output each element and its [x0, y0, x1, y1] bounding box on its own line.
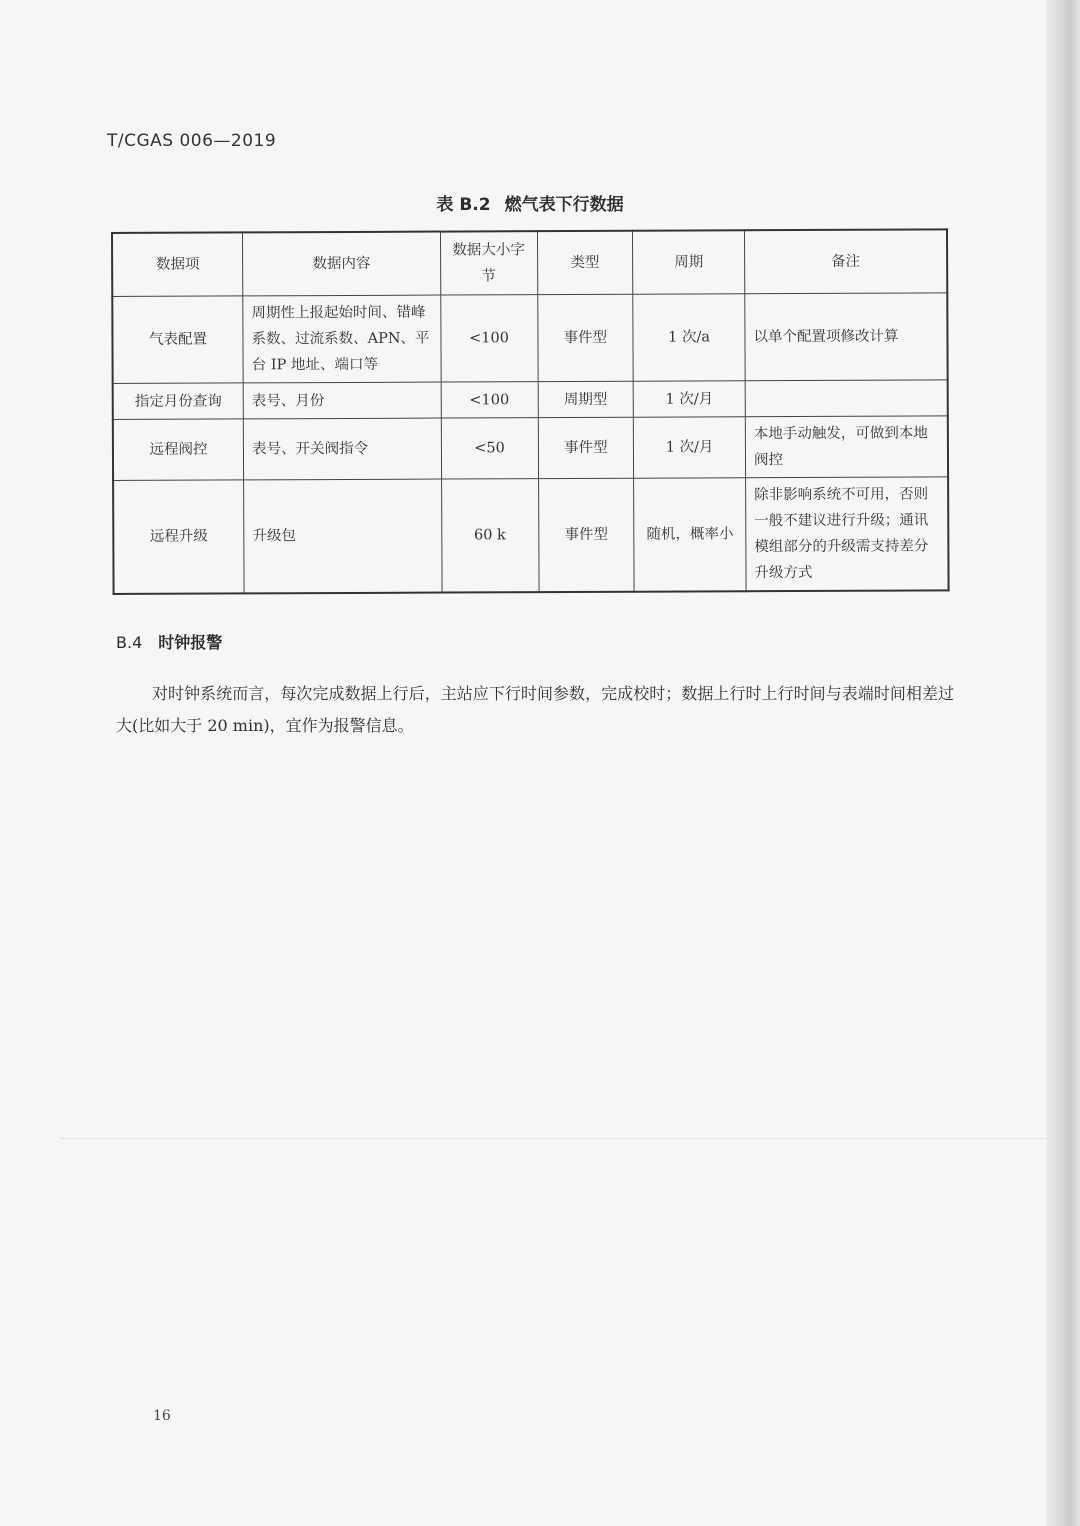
cell-type: 事件型 — [538, 478, 634, 592]
cell-content: 周期性上报起始时间、错峰系数、过流系数、APN、平台 IP 地址、端口等 — [243, 295, 441, 383]
scan-crease — [60, 1138, 1060, 1139]
section-heading — [116, 630, 222, 653]
table-header-row — [112, 229, 947, 296]
cell-period: 1 次/月 — [633, 381, 745, 417]
table-row — [113, 416, 948, 481]
table-row — [112, 293, 947, 384]
cell-size: 60 k — [441, 479, 538, 593]
table-row — [113, 477, 948, 594]
column-header: 周期 — [633, 230, 745, 294]
column-header: 数据大小字节 — [440, 231, 537, 295]
column-header: 数据项 — [112, 232, 243, 296]
cell-item: 远程升级 — [113, 480, 244, 594]
table-caption — [0, 190, 1060, 215]
column-header: 类型 — [537, 231, 633, 295]
section-number: B.4 — [116, 633, 143, 652]
cell-size: <100 — [440, 295, 537, 382]
column-header: 数据内容 — [243, 232, 441, 296]
cell-type: 事件型 — [537, 294, 633, 381]
cell-period: 1 次/月 — [634, 417, 746, 478]
cell-content: 升级包 — [244, 479, 442, 593]
cell-note: 除非影响系统不可用，否则一般不建议进行升级；通讯模组部分的升级需支持差分升级方式 — [746, 477, 949, 591]
cell-item: 远程阀控 — [113, 419, 244, 481]
cell-note — [745, 380, 948, 417]
cell-period: 1 次/a — [633, 294, 745, 381]
cell-content: 表号、开关阀指令 — [243, 418, 441, 480]
cell-size: <50 — [441, 418, 538, 479]
cell-type: 周期型 — [538, 381, 634, 417]
section-paragraph: 对时钟系统而言，每次完成数据上行后，主站应下行时间参数，完成校时；数据上行时上行时间与表端时间相差过大(比如大于 20 min)，宜作为报警信息。 — [116, 684, 954, 735]
page-number: 16 — [153, 1408, 171, 1424]
table-number: 表 B.2 — [436, 195, 491, 215]
cell-note: 以单个配置项修改计算 — [745, 293, 948, 381]
page-edge-shadow — [1046, 0, 1080, 1526]
section-title: 时钟报警 — [158, 633, 223, 652]
cell-content: 表号、月份 — [243, 382, 441, 419]
table-title: 燃气表下行数据 — [504, 195, 624, 215]
cell-item: 指定月份查询 — [113, 383, 244, 420]
cell-size: <100 — [441, 382, 538, 418]
cell-period: 随机，概率小 — [634, 478, 746, 592]
cell-note: 本地手动触发，可做到本地阀控 — [745, 416, 948, 478]
table-row — [113, 380, 948, 420]
standard-code: T/CGAS 006—2019 — [107, 131, 277, 151]
cell-type: 事件型 — [538, 417, 634, 478]
cell-item: 气表配置 — [112, 296, 243, 384]
downlink-data-table — [111, 228, 950, 595]
column-header: 备注 — [745, 229, 948, 293]
